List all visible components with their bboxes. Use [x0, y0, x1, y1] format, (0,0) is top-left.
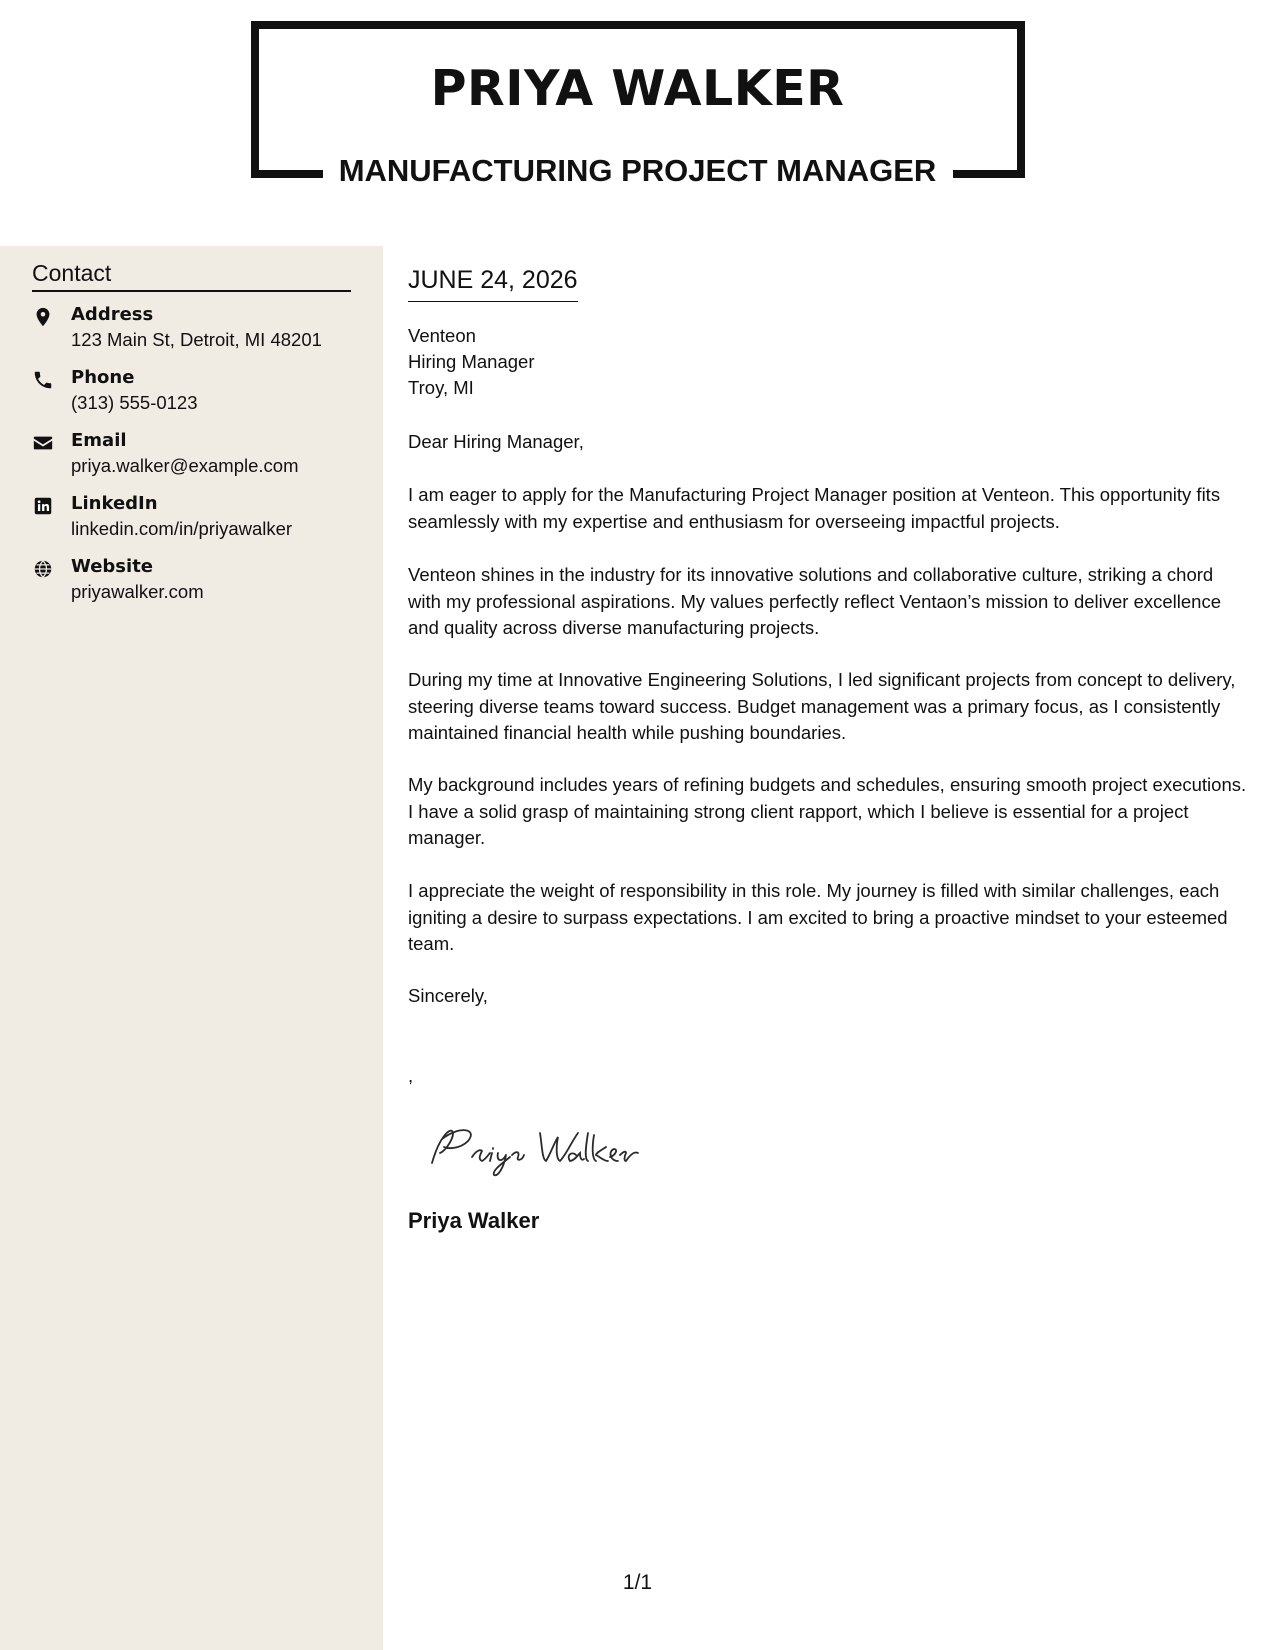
phone-value: (313) 555-0123 [71, 392, 198, 413]
address-value: 123 Main St, Detroit, MI 48201 [71, 329, 322, 350]
recipient-title: Hiring Manager [408, 351, 535, 372]
globe-icon [32, 558, 54, 580]
salutation: Dear Hiring Manager, [408, 431, 584, 452]
body-paragraph: My background includes years of refining budgets and schedules, ensuring smooth project executions. I have a solid grasp of maintaining strong client rapport, which I believe is essential for a project manager. [408, 774, 1247, 848]
envelope-icon [32, 432, 54, 454]
recipient-company: Venteon [408, 325, 476, 346]
contact-label: Email [71, 430, 127, 451]
body-paragraph: During my time at Innovative Engineering Solutions, I led significant projects from concept to delivery, steering diverse teams toward success. Budget management was a primary focus, as I consistently maintained financial health while pushing boundaries. [408, 669, 1236, 743]
linkedin-value: linkedin.com/in/priyawalker [71, 518, 293, 539]
contact-label: Website [71, 556, 154, 577]
linkedin-icon [32, 495, 54, 517]
location-pin-icon [32, 306, 54, 328]
recipient-location: Troy, MI [408, 377, 474, 398]
body-paragraph: I appreciate the weight of responsibility in this role. My journey is filled with similar challenges, each igniting a desire to surpass expectations. I am excited to bring a proactive mindset to your esteemed team. [408, 880, 1228, 954]
letter-date: JUNE 24, 2026 [408, 266, 578, 302]
phone-icon [32, 369, 54, 391]
contact-label: Address [71, 304, 154, 325]
handwritten-signature [420, 1115, 660, 1185]
job-title: MANUFACTURING PROJECT MANAGER [338, 153, 937, 188]
email-value: priya.walker@example.com [71, 455, 299, 476]
signer-name: Priya Walker [408, 1208, 540, 1233]
body-paragraph: I am eager to apply for the Manufacturing Project Manager position at Venteon. This opportunity fits seamlessly with my expertise and enthusiasm for overseeing impactful projects. [408, 484, 1221, 532]
contact-heading: Contact [32, 260, 351, 292]
contact-label: Phone [71, 367, 135, 388]
contact-label: LinkedIn [71, 493, 158, 514]
contact-sidebar [0, 246, 383, 1650]
closing-comma: , [408, 1065, 414, 1086]
closing: Sincerely, [408, 985, 488, 1006]
body-paragraph: Venteon shines in the industry for its innovative solutions and collaborative culture, striking a chord with my professional aspirations. My values perfectly reflect Ventaon’s mission to deliver excellence and quality across diverse manufacturing projects. [408, 564, 1222, 638]
website-value: priyawalker.com [71, 581, 204, 602]
applicant-name: PRIYA WALKER [430, 60, 845, 117]
recipient-block [408, 323, 534, 401]
page-number: 1/1 [622, 1571, 653, 1594]
